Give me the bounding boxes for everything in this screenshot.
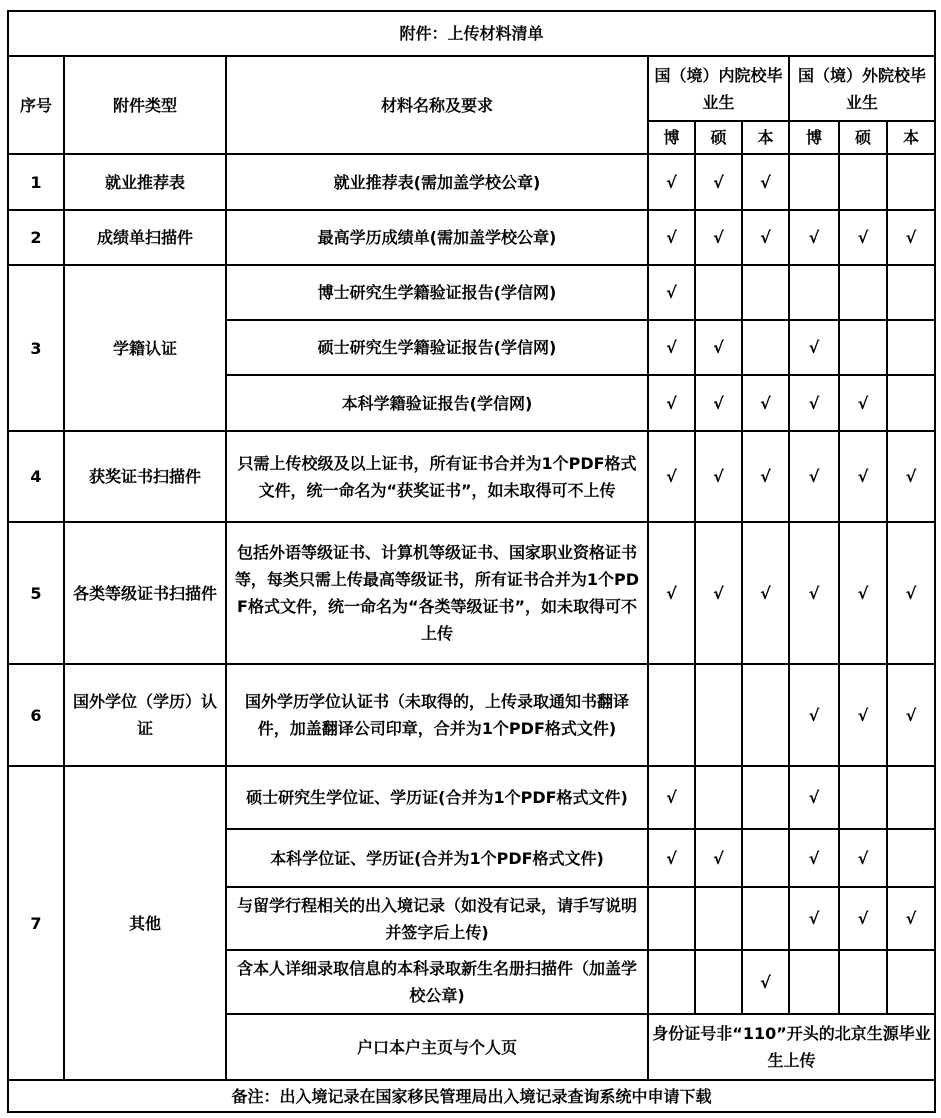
check-cell: √ (742, 522, 789, 664)
header-grade-doctor: 博 (789, 121, 839, 154)
check-cell: √ (648, 154, 695, 210)
check-cell: √ (789, 431, 839, 522)
check-cell: √ (839, 664, 887, 766)
check-cell (887, 265, 935, 320)
row-material: 国外学历学位认证书（未取得的，上传录取通知书翻译件，加盖翻译公司印章，合并为1个PDF格式文件) (226, 664, 648, 766)
row-type: 其他 (64, 766, 226, 1080)
table-row (8, 154, 935, 210)
check-cell: √ (839, 210, 887, 265)
check-cell (695, 265, 742, 320)
check-cell: √ (839, 829, 887, 887)
row-material: 就业推荐表(需加盖学校公章) (226, 154, 648, 210)
check-cell: √ (789, 664, 839, 766)
check-cell: √ (742, 154, 789, 210)
check-cell (887, 154, 935, 210)
check-cell: √ (648, 829, 695, 887)
footnote: 备注：出入境记录在国家移民管理局出入境记录查询系统中申请下载 (8, 1080, 935, 1112)
header-material: 材料名称及要求 (226, 56, 648, 154)
check-cell (648, 887, 695, 950)
check-cell: √ (839, 522, 887, 664)
header-grade-bachelor: 本 (742, 121, 789, 154)
check-cell: √ (695, 375, 742, 431)
check-cell (887, 320, 935, 375)
row-seq: 4 (8, 431, 64, 522)
check-cell: √ (789, 887, 839, 950)
check-cell: √ (789, 210, 839, 265)
table-row (8, 431, 935, 522)
check-cell: √ (648, 431, 695, 522)
check-cell (789, 950, 839, 1014)
row-type: 获奖证书扫描件 (64, 431, 226, 522)
check-cell (742, 766, 789, 829)
row-material: 包括外语等级证书、计算机等级证书、国家职业资格证书等，每类只需上传最高等级证书，所有证书合并为1个PDF格式文件，统一命名为“各类等级证书”，如未取得可不上传 (226, 522, 648, 664)
check-cell: √ (887, 522, 935, 664)
check-cell: √ (648, 375, 695, 431)
check-cell (887, 375, 935, 431)
row-material: 博士研究生学籍验证报告(学信网) (226, 265, 648, 320)
check-cell: √ (742, 210, 789, 265)
check-cell: √ (789, 375, 839, 431)
row-note: 身份证号非“110”开头的北京生源毕业生上传 (648, 1014, 935, 1080)
check-cell (887, 950, 935, 1014)
check-cell: √ (742, 950, 789, 1014)
upload-materials-table (7, 10, 936, 1113)
check-cell: √ (789, 829, 839, 887)
check-cell: √ (789, 320, 839, 375)
row-material: 最高学历成绩单(需加盖学校公章) (226, 210, 648, 265)
header-seq: 序号 (8, 56, 64, 154)
row-type: 各类等级证书扫描件 (64, 522, 226, 664)
header-grade-bachelor: 本 (887, 121, 935, 154)
check-cell: √ (887, 210, 935, 265)
check-cell: √ (695, 154, 742, 210)
row-material: 只需上传校级及以上证书，所有证书合并为1个PDF格式文件，统一命名为“获奖证书”，如未取得可不上传 (226, 431, 648, 522)
check-cell (695, 766, 742, 829)
check-cell (839, 766, 887, 829)
check-cell: √ (742, 431, 789, 522)
header-grade-doctor: 博 (648, 121, 695, 154)
row-material: 与留学行程相关的出入境记录（如没有记录，请手写说明并签字后上传) (226, 887, 648, 950)
check-cell (742, 664, 789, 766)
table-row (8, 664, 935, 766)
table-row (8, 265, 935, 320)
check-cell: √ (887, 887, 935, 950)
check-cell (742, 887, 789, 950)
row-seq: 1 (8, 154, 64, 210)
row-material: 硕士研究生学位证、学历证(合并为1个PDF格式文件) (226, 766, 648, 829)
check-cell (839, 950, 887, 1014)
row-type: 成绩单扫描件 (64, 210, 226, 265)
row-material: 户口本户主页与个人页 (226, 1014, 648, 1080)
check-cell: √ (839, 887, 887, 950)
check-cell: √ (839, 375, 887, 431)
header-domestic: 国（境）内院校毕业生 (648, 56, 789, 121)
check-cell: √ (839, 431, 887, 522)
table-title: 附件：上传材料清单 (8, 11, 935, 56)
check-cell (695, 950, 742, 1014)
check-cell: √ (695, 210, 742, 265)
row-type: 国外学位（学历）认证 (64, 664, 226, 766)
check-cell (648, 950, 695, 1014)
check-cell: √ (695, 320, 742, 375)
header-type: 附件类型 (64, 56, 226, 154)
header-grade-master: 硕 (839, 121, 887, 154)
row-material: 含本人详细录取信息的本科录取新生名册扫描件（加盖学校公章) (226, 950, 648, 1014)
row-type: 学籍认证 (64, 265, 226, 431)
check-cell: √ (695, 522, 742, 664)
check-cell: √ (695, 431, 742, 522)
check-cell (742, 320, 789, 375)
check-cell (695, 887, 742, 950)
table-row (8, 210, 935, 265)
row-seq: 3 (8, 265, 64, 431)
check-cell: √ (742, 375, 789, 431)
row-seq: 6 (8, 664, 64, 766)
check-cell (789, 265, 839, 320)
check-cell: √ (648, 210, 695, 265)
row-type: 就业推荐表 (64, 154, 226, 210)
row-material: 本科学位证、学历证(合并为1个PDF格式文件) (226, 829, 648, 887)
check-cell (887, 766, 935, 829)
check-cell (839, 265, 887, 320)
check-cell (839, 154, 887, 210)
check-cell (742, 829, 789, 887)
check-cell (695, 664, 742, 766)
check-cell: √ (695, 829, 742, 887)
row-seq: 5 (8, 522, 64, 664)
check-cell: √ (648, 522, 695, 664)
header-overseas: 国（境）外院校毕业生 (789, 56, 935, 121)
row-seq: 2 (8, 210, 64, 265)
row-seq: 7 (8, 766, 64, 1080)
check-cell: √ (887, 664, 935, 766)
check-cell: √ (887, 431, 935, 522)
check-cell (789, 154, 839, 210)
table-row (8, 522, 935, 664)
row-material: 本科学籍验证报告(学信网) (226, 375, 648, 431)
check-cell (648, 664, 695, 766)
check-cell: √ (648, 265, 695, 320)
check-cell: √ (648, 766, 695, 829)
check-cell: √ (789, 522, 839, 664)
check-cell: √ (648, 320, 695, 375)
check-cell (887, 829, 935, 887)
check-cell: √ (789, 766, 839, 829)
row-material: 硕士研究生学籍验证报告(学信网) (226, 320, 648, 375)
check-cell (742, 265, 789, 320)
header-grade-master: 硕 (695, 121, 742, 154)
table-row (8, 766, 935, 829)
check-cell (839, 320, 887, 375)
